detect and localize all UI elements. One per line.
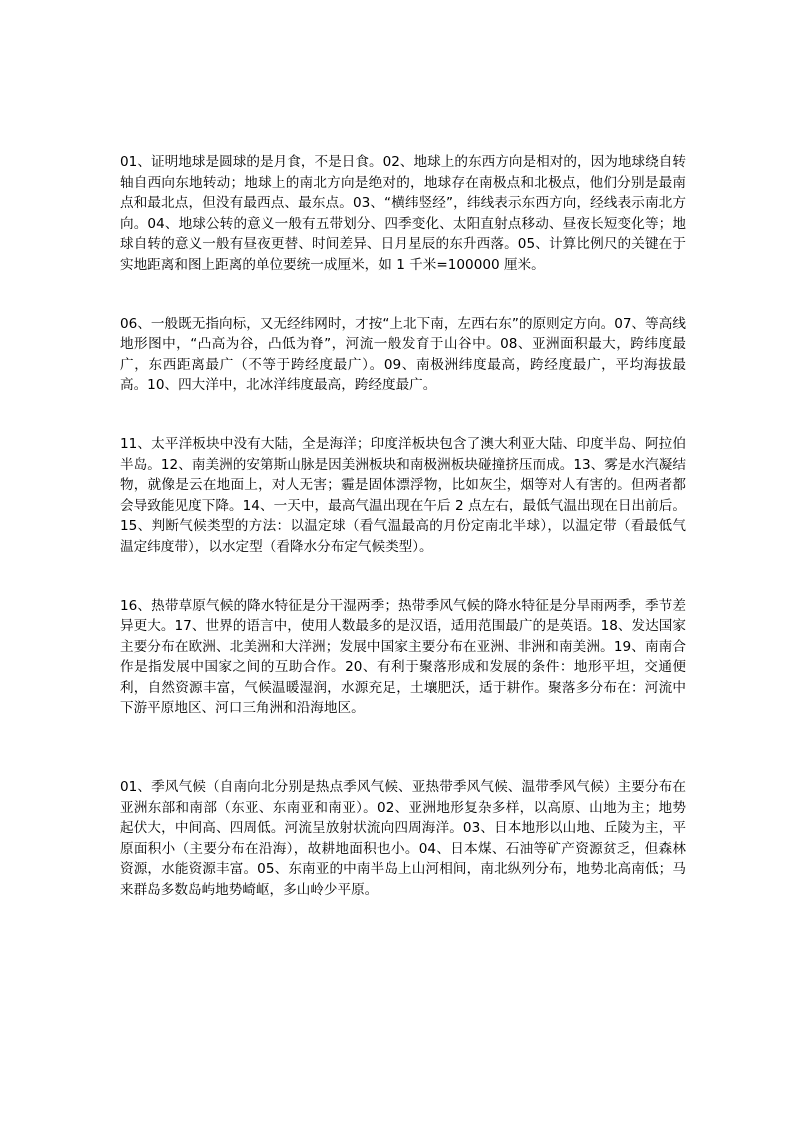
document-body xyxy=(120,152,686,901)
paragraph-asia-geography: 01、季风气候（自南向北分别是热点季风气候、亚热带季风气候、温带季风气候）主要分布在亚洲东部和南部（东亚、东南亚和南亚）。02、亚洲地形复杂多样，以高原、山地为主；地势起伏大，中间高、四周低。河流呈放射状流向四周海洋。03、日本地形以山地、丘陵为主，平原面积小（主要分布在沿海），故耕地面积也小。04、日本煤、石油等矿产资源贫乏，但森林资源，水能资源丰富。05、东南亚的中南半岛上山河相间，南北纵列分布，地势北高南低；马来群岛多数岛屿地势崎岖，多山岭少平原。 xyxy=(120,779,686,899)
paragraph-climate-language-settlement: 16、热带草原气候的降水特征是分干湿两季；热带季风气候的降水特征是分旱雨两季，季节差异更大。17、世界的语言中，使用人数最多的是汉语，适用范围最广的是英语。18、发达国家主要分布在欧洲、北美洲和大洋洲；发展中国家主要分布在亚洲、非洲和南美洲。19、南南合作是指发展中国家之间的互助合作。20、有利于聚落形成和发展的条件：地形平坦，交通便利，自然资源丰富，气候温暖湿润，水源充足，土壤肥沃，适于耕作。聚落多分布在：河流中下游平原地区、河口三角洲和沿海地区。 xyxy=(120,597,686,717)
paragraph-earth-basics: 01、证明地球是圆球的是月食，不是日食。02、地球上的东西方向是相对的，因为地球绕自转轴自西向东地转动；地球上的南北方向是绝对的，地球存在南极点和北极点，他们分别是最南点和最北点，但没有最西点、最东点。03、“横纬竖经”，纬线表示东西方向，经线表示南北方向。04、地球公转的意义一般有五带划分、四季变化、太阳直射点移动、昼夜长短变化等；地球自转的意义一般有昼夜更替、时间差异、日月星辰的东升西落。05、计算比例尺的关键在于实地距离和图上距离的单位要统一成厘米，如 1 千米=100000 厘米。 xyxy=(120,154,686,273)
paragraph-directions-continents: 06、一般既无指向标，又无经纬网时，才按“上北下南，左西右东”的原则定方向。07、等高线地形图中，“凸高为谷，凸低为脊”，河流一般发育于山谷中。08、亚洲面积最大，跨纬度最广，东西距离最广（不等于跨经度最广）。09、南极洲纬度最高，跨经度最广，平均海拔最高。10、四大洋中，北冰洋纬度最高，跨经度最广。 xyxy=(120,315,686,394)
paragraph-plates-weather-climate: 11、太平洋板块中没有大陆，全是海洋；印度洋板块包含了澳大利亚大陆、印度半岛、阿拉伯半岛。12、南美洲的安第斯山脉是因美洲板块和南极洲板块碰撞挤压而成。13、雾是水汽凝结物，就像是云在地面上，对人无害；霾是固体漂浮物，比如灰尘，烟等对人有害的。但两者都会导致能见度下降。14、一天中，最高气温出现在午后 2 点左右，最低气温出现在日出前后。15、判断气候类型的方法：以温定球（看气温最高的月份定南北半球），以温定带（看最低气温定纬度带），以水定型（看降水分布定气候类型）。 xyxy=(120,435,686,555)
